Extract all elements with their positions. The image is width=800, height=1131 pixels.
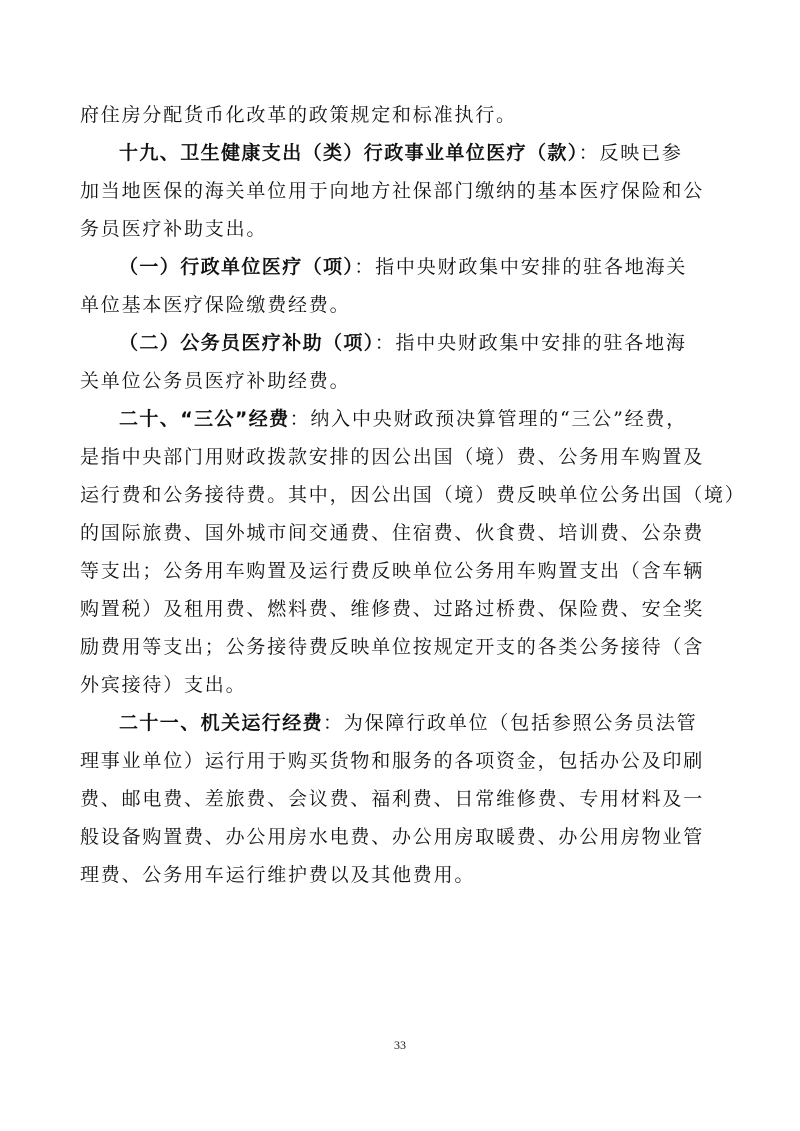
paragraph-line — [80, 628, 720, 666]
paragraph-line — [80, 96, 720, 134]
page-number: 33 — [394, 1038, 406, 1052]
paragraph-line — [80, 476, 746, 514]
paragraph-line — [80, 286, 720, 324]
paragraph-line — [80, 362, 720, 400]
body-text: ：纳入中央财政预决算管理的“三公”经费， — [289, 408, 688, 430]
body-text: 购置税）及租用费、燃料费、维修费、过路过桥费、保险费、安全奖 — [80, 598, 705, 620]
paragraph-line — [80, 210, 720, 248]
section-21-heading-line — [80, 704, 759, 742]
body-text: ：为保障行政单位（包括参照公务员法管 — [323, 712, 698, 734]
paragraph-line — [80, 666, 720, 704]
section-19-heading-line — [80, 134, 759, 172]
paragraph-line — [80, 552, 720, 590]
body-text: ：反映已参 — [578, 142, 683, 164]
section-heading: 十九、卫生健康支出（类）行政事业单位医疗（款） — [119, 142, 579, 164]
paragraph-line — [80, 590, 720, 628]
body-text: 府住房分配货币化改革的政策规定和标准执行。 — [80, 104, 517, 126]
body-text: 单位基本医疗保险缴费经费。 — [80, 294, 351, 316]
body-text: 外宾接待）支出。 — [80, 674, 247, 696]
section-20-heading-line — [80, 400, 759, 438]
subsection-heading: （一）行政单位医疗（项） — [119, 256, 355, 278]
body-text: ：指中央财政集中安排的驻各地海关 — [354, 256, 688, 278]
subsection-heading: （二）公务员医疗补助（项） — [119, 332, 375, 354]
body-text: 理费、公务用车运行维护费以及其他费用。 — [80, 864, 476, 886]
body-text: ：指中央财政集中安排的驻各地海 — [374, 332, 687, 354]
body-text: 加当地医保的海关单位用于向地方社保部门缴纳的基本医疗保险和公 — [80, 180, 705, 202]
body-text: 的国际旅费、国外城市间交通费、住宿费、伙食费、培训费、公杂费 — [80, 522, 705, 544]
body-text: 是指中央部门用财政拨款安排的因公出国（境）费、公务用车购置及 — [80, 446, 705, 468]
paragraph-line — [80, 514, 720, 552]
body-text: 费、邮电费、差旅费、会议费、福利费、日常维修费、专用材料及一 — [80, 788, 705, 810]
paragraph-line — [80, 780, 720, 818]
body-text: 关单位公务员医疗补助经费。 — [80, 370, 351, 392]
body-text: 运行费和公务接待费。其中，因公出国（境）费反映单位公务出国（境） — [80, 484, 746, 506]
paragraph-line — [80, 438, 720, 476]
body-text: 务员医疗补助支出。 — [80, 218, 268, 240]
body-text: 般设备购置费、办公用房水电费、办公用房取暖费、办公用房物业管 — [80, 826, 705, 848]
paragraph-line — [80, 818, 720, 856]
subsection-2-heading-line — [80, 324, 759, 362]
paragraph-line — [80, 856, 720, 894]
body-text: 励费用等支出；公务接待费反映单位按规定开支的各类公务接待（含 — [80, 636, 705, 658]
paragraph-line — [80, 742, 720, 780]
paragraph-line — [80, 172, 720, 210]
document-body — [80, 96, 746, 894]
body-text: 等支出；公务用车购置及运行费反映单位公务用车购置支出（含车辆 — [80, 560, 705, 582]
section-heading: 二十一、机关运行经费 — [119, 712, 324, 734]
section-heading: 二十、“三公”经费 — [119, 408, 290, 430]
body-text: 理事业单位）运行用于购买货物和服务的各项资金，包括办公及印刷 — [80, 750, 705, 772]
subsection-1-heading-line — [80, 248, 759, 286]
